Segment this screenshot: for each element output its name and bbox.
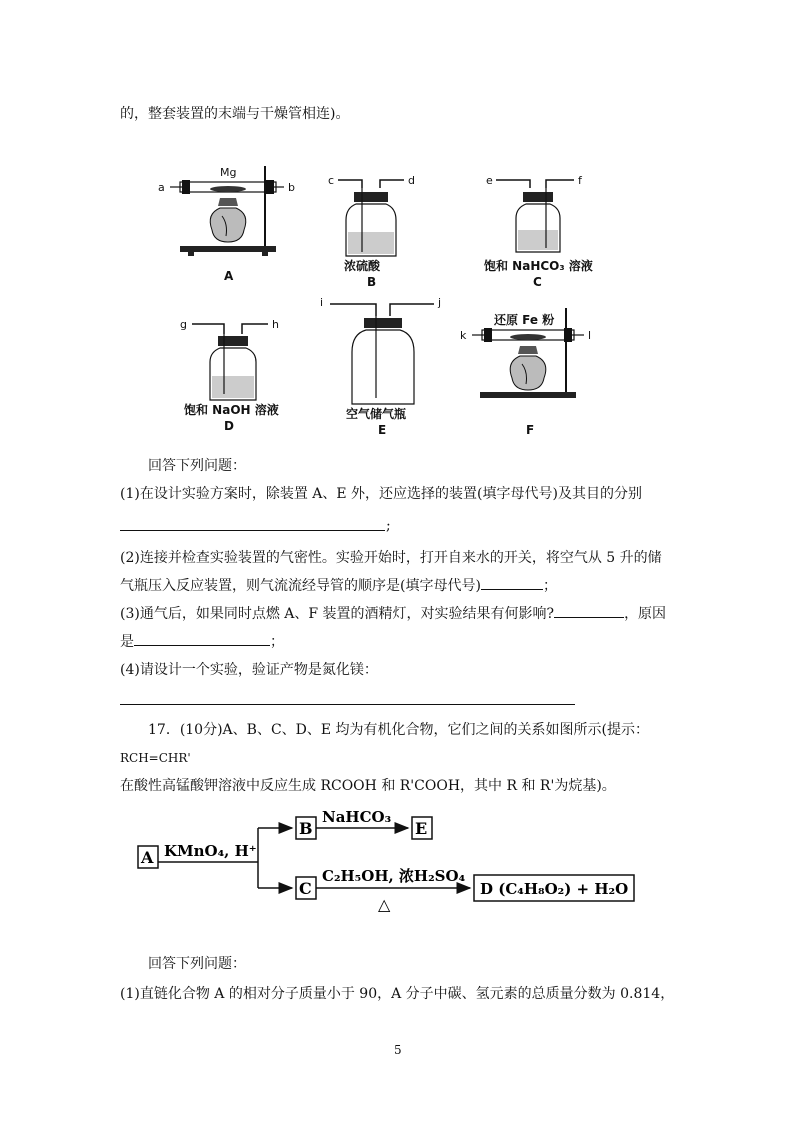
q16-part1-end: ; [386, 518, 391, 534]
port-d: d [408, 174, 415, 187]
q17-line3: 在酸性高锰酸钾溶液中反应生成 RCOOH 和 R'COOH，其中 R 和 R'为烷基)。 [120, 778, 616, 794]
q17-line1: 17．(10分)A、B、C、D、E 均为有机化合物，它们之间的关系如图所示(提示： [148, 722, 650, 738]
label-c-reagent: 饱和 NaHCO₃ 溶液 [484, 259, 593, 273]
apparatus-figure [150, 158, 620, 438]
apparatus-c [484, 174, 593, 289]
port-j: j [438, 296, 442, 309]
apparatus-b [328, 174, 415, 289]
q16-part3-b: 是 [120, 634, 134, 650]
q17-part1: (1)直链化合物 A 的相对分子质量小于 90，A 分子中碳、氢元素的总质量分数为 0.814， [120, 986, 675, 1002]
q16-part3-b-end: ； [270, 634, 284, 650]
label-f: F [526, 423, 535, 437]
port-i: i [320, 296, 324, 309]
port-c: c [328, 174, 335, 187]
q16-intro: 回答下列问题： [148, 458, 246, 474]
q17-intro: 回答下列问题： [148, 956, 246, 972]
label-a: A [224, 269, 234, 283]
port-k: k [460, 329, 467, 342]
apparatus-f [460, 308, 591, 437]
port-e: e [486, 174, 493, 187]
reagent-ethanol: C₂H₅OH, 浓H₂SO₄ [322, 867, 466, 885]
label-d: D [224, 419, 234, 433]
compound-c: C [299, 879, 312, 898]
page-number: 5 [394, 1043, 402, 1057]
q16-part2-b-row [120, 574, 557, 596]
compound-a: A [141, 848, 154, 867]
reaction-scheme [130, 806, 650, 924]
port-b-label: b [288, 181, 295, 194]
answer-line-4[interactable] [120, 704, 575, 705]
q16-part2-end: ； [542, 578, 557, 594]
reagent-fe: 还原 Fe 粉 [494, 313, 555, 327]
apparatus-e [320, 296, 441, 437]
label-b-reagent: 浓硫酸 [344, 259, 381, 273]
answer-blank-3b[interactable] [134, 630, 270, 646]
port-h: h [272, 318, 279, 331]
port-l: l [588, 329, 592, 342]
port-a: a [158, 181, 165, 194]
label-b: B [367, 275, 377, 289]
label-e-reagent: 空气储气瓶 [346, 407, 407, 421]
heat-symbol: △ [378, 895, 391, 914]
q16-part3-a-row [120, 602, 666, 624]
apparatus-a [158, 166, 284, 283]
product-d: D (C₄H₈O₂) + H₂O [480, 880, 629, 898]
q16-part2-a: (2)连接并检查实验装置的气密性。实验开始时，打开自来水的开关，将空气从 5 升的储 [120, 550, 662, 566]
answer-line-1[interactable] [120, 530, 385, 531]
label-d-reagent: 饱和 NaOH 溶液 [184, 403, 279, 417]
port-f: f [578, 174, 582, 187]
q16-part4: (4)请设计一个实验，验证产物是氮化镁： [120, 662, 378, 678]
reagent-nahco3: NaHCO₃ [322, 808, 392, 826]
reagent-kmno4: KMnO₄, H⁺ [164, 842, 257, 860]
port-g: g [180, 318, 187, 331]
q16-part1: (1)在设计实验方案时，除装置 A、E 外，还应选择的装置(填字母代号)及其目的分别 [120, 486, 642, 502]
q17-line2: RCH=CHR' [120, 751, 191, 765]
compound-b: B [299, 819, 313, 838]
label-e: E [378, 423, 387, 437]
compound-e: E [415, 819, 428, 838]
q16-part2-b: 气瓶压入反应装置，则气流流经导管的顺序是(填字母代号) [120, 578, 481, 594]
answer-blank-2[interactable] [481, 574, 543, 590]
label-c: C [533, 275, 542, 289]
apparatus-d [180, 318, 279, 433]
intro-line: 的，整套装置的末端与干燥管相连)。 [120, 106, 350, 122]
answer-blank-3a[interactable] [554, 602, 624, 618]
reagent-mg: Mg [220, 166, 237, 179]
q16-part3-a: (3)通气后，如果同时点燃 A、F 装置的酒精灯，对实验结果有何影响? [120, 606, 555, 622]
q16-part3-a-end: ，原因 [624, 606, 667, 622]
q16-part3-b-row [120, 630, 284, 652]
